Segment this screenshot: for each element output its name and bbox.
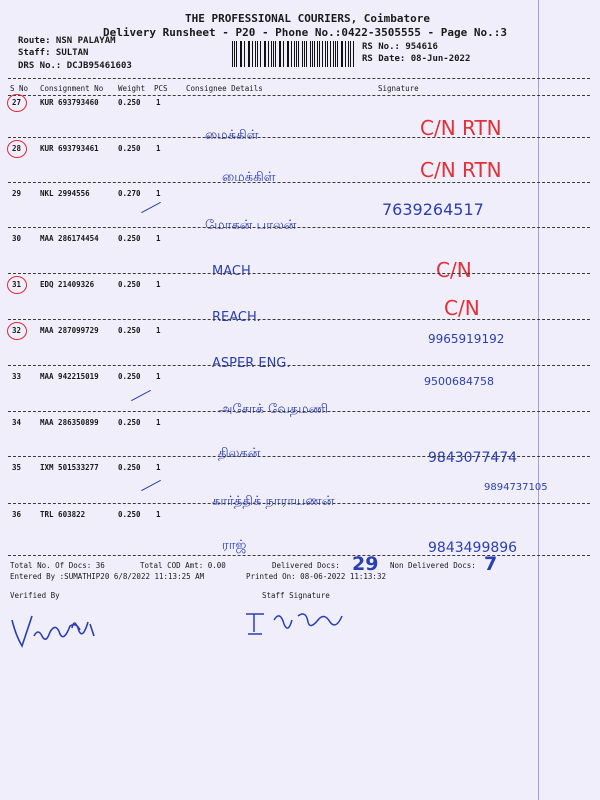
document-subtitle: Delivery Runsheet - P20 - Phone No.:0422-3505555 - Page No.:3 [103, 26, 507, 39]
row-consignment: NKL 2994556 [40, 189, 90, 198]
row-weight: 0.250 [118, 418, 141, 427]
row-consignment: IXM 501533277 [40, 463, 99, 472]
barcode-bar [335, 41, 336, 67]
footer-rule [8, 555, 590, 556]
row-pcs: 1 [156, 144, 161, 153]
barcode-bar [240, 41, 241, 67]
barcode-bar [288, 41, 289, 67]
row-consignment: MAA 286350899 [40, 418, 99, 427]
row-consignee-handwritten: MACH [212, 264, 251, 279]
col-consignee: Consignee Details [186, 84, 263, 93]
row-weight: 0.250 [118, 326, 141, 335]
total-docs: Total No. Of Docs: 36 [10, 561, 105, 570]
staff-label: Staff: SULTAN [18, 48, 89, 58]
barcode-bar [275, 41, 276, 67]
col-sno: S No [10, 84, 29, 93]
col-consignment: Consignment No [40, 84, 104, 93]
row-divider [8, 182, 590, 183]
barcode-bar [232, 41, 233, 67]
row-sno: 31 [12, 280, 22, 289]
row-divider [8, 319, 590, 320]
row-weight: 0.270 [118, 189, 141, 198]
verified-by-label: Verified By [10, 591, 60, 600]
row-signature-handwritten: 9843499896 [428, 540, 518, 556]
row-divider [8, 227, 590, 228]
row-consignment: MAA 942215019 [40, 372, 99, 381]
tick-mark [141, 480, 161, 491]
row-weight: 0.250 [118, 463, 141, 472]
non-delivered-label: Non Delivered Docs: [390, 561, 476, 570]
row-sno: 28 [12, 144, 22, 153]
row-signature-handwritten: C/N RTN [420, 116, 502, 140]
row-consignee-handwritten: கார்த்திக் நாராயணன் [212, 494, 335, 509]
barcode-bar [327, 41, 328, 67]
row-pcs: 1 [156, 280, 161, 289]
delivered-docs-count: 29 [352, 553, 379, 575]
barcode-bar [345, 41, 346, 67]
row-consignment: TRL 603822 [40, 510, 86, 519]
col-weight: Weight [118, 84, 146, 93]
row-signature-handwritten: C/N [444, 296, 480, 320]
row-signature-handwritten: C/N RTN [420, 158, 502, 182]
row-divider [8, 411, 590, 412]
barcode-bar [350, 41, 351, 67]
barcode-bar [283, 41, 284, 67]
row-divider [8, 273, 590, 274]
row-signature-handwritten: 7639264517 [382, 200, 484, 219]
row-divider [8, 137, 590, 138]
row-sno: 36 [12, 510, 22, 519]
barcode-bar [252, 41, 253, 67]
row-consignment: EDQ 21409326 [40, 280, 95, 289]
row-consignee-handwritten: மைக்கிள் [205, 128, 259, 143]
rs-date: RS Date: 08-Jun-2022 [362, 54, 471, 64]
row-divider [8, 365, 590, 366]
row-sno: 27 [12, 98, 22, 107]
row-pcs: 1 [156, 372, 161, 381]
header-rule [8, 78, 590, 79]
row-pcs: 1 [156, 326, 161, 335]
row-consignee-handwritten: அசோக் வேதமணி [218, 402, 329, 417]
row-consignee-handwritten: மைக்கிள் [222, 170, 276, 185]
row-sno: 32 [12, 326, 22, 335]
row-signature-handwritten: 9500684758 [424, 375, 494, 388]
row-signature-handwritten: 9843077474 [428, 450, 518, 466]
row-consignment: MAA 286174454 [40, 234, 99, 243]
column-rule [8, 95, 590, 96]
row-signature-handwritten: C/N [436, 258, 472, 282]
row-consignee-handwritten: மோகன் பாலன் [205, 218, 297, 233]
row-sno: 30 [12, 234, 22, 243]
margin-line [538, 0, 539, 800]
staff-signature-mark [240, 604, 370, 644]
row-pcs: 1 [156, 234, 161, 243]
total-cod: Total COD Amt: 0.00 [140, 561, 226, 570]
delivered-docs-label: Delivered Docs: [272, 561, 340, 570]
row-divider [8, 456, 590, 457]
row-weight: 0.250 [118, 280, 141, 289]
row-weight: 0.250 [118, 372, 141, 381]
row-weight: 0.250 [118, 144, 141, 153]
sno-circle-mark [7, 276, 27, 294]
barcode-bar [255, 41, 256, 67]
staff-signature-label: Staff Signature [262, 591, 330, 600]
row-divider [8, 503, 590, 504]
barcode [232, 41, 356, 67]
tick-mark [141, 202, 161, 213]
row-consignment: KUR 693793460 [40, 98, 99, 107]
barcode-bar [260, 41, 261, 67]
row-consignee-handwritten: REACH. [212, 310, 261, 325]
row-sno: 35 [12, 463, 22, 472]
row-consignment: MAA 287099729 [40, 326, 99, 335]
barcode-bar [241, 41, 242, 67]
col-signature: Signature [378, 84, 419, 93]
rs-number: RS No.: 954616 [362, 42, 438, 52]
row-signature-handwritten: 9894737105 [484, 482, 548, 493]
barcode-bar [302, 41, 303, 67]
row-signature-handwritten: 9965919192 [428, 332, 505, 346]
sno-circle-mark [7, 140, 27, 158]
row-consignment: KUR 693793461 [40, 144, 99, 153]
row-consignee-handwritten: ASPER ENG. [212, 356, 291, 371]
row-weight: 0.250 [118, 234, 141, 243]
row-weight: 0.250 [118, 510, 141, 519]
entered-by: Entered By :SUMATHIP20 6/8/2022 11:13:25 AM [10, 572, 205, 581]
non-delivered-count: 7 [484, 553, 498, 575]
row-sno: 29 [12, 189, 22, 198]
row-pcs: 1 [156, 189, 161, 198]
printed-on: Printed On: 08-06-2022 11:13:32 [246, 572, 386, 581]
barcode-bar [319, 41, 320, 67]
document-title: THE PROFESSIONAL COURIERS, Coimbatore [185, 12, 431, 25]
verifier-signature [8, 606, 118, 652]
col-pcs: PCS [154, 84, 168, 93]
row-weight: 0.250 [118, 98, 141, 107]
row-pcs: 1 [156, 98, 161, 107]
row-pcs: 1 [156, 418, 161, 427]
barcode-bar [317, 41, 318, 67]
row-pcs: 1 [156, 510, 161, 519]
row-consignee-handwritten: ராஜ் [222, 538, 247, 553]
row-pcs: 1 [156, 463, 161, 472]
barcode-bar [310, 41, 311, 67]
row-sno: 34 [12, 418, 22, 427]
sno-circle-mark [7, 322, 27, 340]
row-consignee-handwritten: திலகன் [218, 446, 261, 461]
tick-mark [131, 390, 151, 401]
barcode-bar [298, 41, 299, 67]
drs-number: DRS No.: DCJB95461603 [18, 61, 132, 71]
sno-circle-mark [7, 94, 27, 112]
row-sno: 33 [12, 372, 22, 381]
barcode-bar [268, 41, 269, 67]
route-label: Route: NSN PALAYAM [18, 36, 116, 46]
